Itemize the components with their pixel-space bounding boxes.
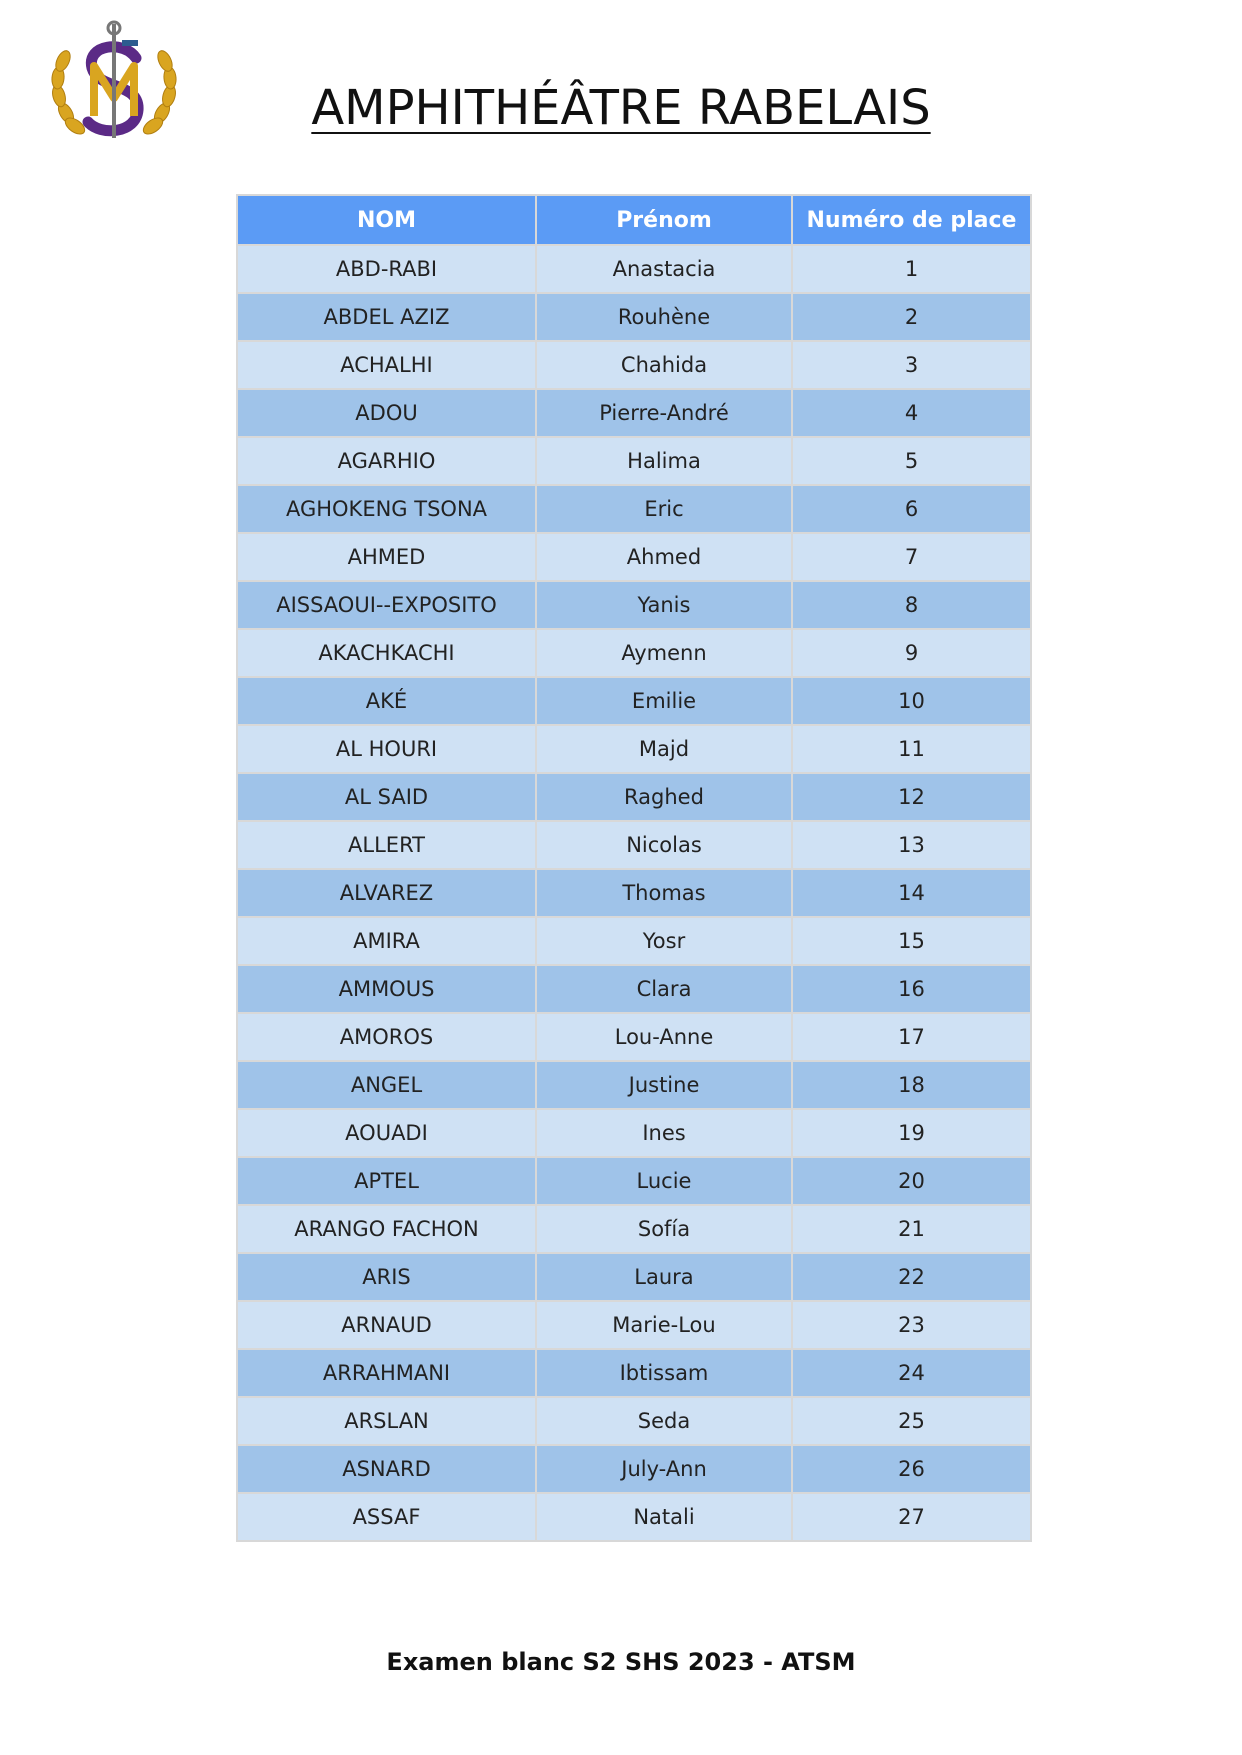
table-row <box>237 965 1031 1013</box>
cell-prenom: Ahmed <box>536 533 792 581</box>
cell-nom: AKACHKACHI <box>237 629 536 677</box>
table-row <box>237 389 1031 437</box>
table-row <box>237 1301 1031 1349</box>
cell-numero-de-place: 13 <box>792 821 1031 869</box>
cell-nom: ARRAHMANI <box>237 1349 536 1397</box>
cell-nom: APTEL <box>237 1157 536 1205</box>
cell-numero-de-place: 27 <box>792 1493 1031 1541</box>
cell-prenom: Rouhène <box>536 293 792 341</box>
table-row <box>237 1109 1031 1157</box>
cell-nom: AGHOKENG TSONA <box>237 485 536 533</box>
cell-prenom: Thomas <box>536 869 792 917</box>
cell-numero-de-place: 4 <box>792 389 1031 437</box>
cell-nom: ASSAF <box>237 1493 536 1541</box>
cell-prenom: Ines <box>536 1109 792 1157</box>
cell-numero-de-place: 25 <box>792 1397 1031 1445</box>
cell-nom: AL HOURI <box>237 725 536 773</box>
cell-prenom: Lou-Anne <box>536 1013 792 1061</box>
cell-nom: ABD-RABI <box>237 245 536 293</box>
cell-nom: AMIRA <box>237 917 536 965</box>
cell-numero-de-place: 9 <box>792 629 1031 677</box>
column-header-prenom: Prénom <box>536 195 792 245</box>
cell-prenom: Natali <box>536 1493 792 1541</box>
column-header-nom: NOM <box>237 195 536 245</box>
cell-prenom: Seda <box>536 1397 792 1445</box>
table-row <box>237 1445 1031 1493</box>
column-header-numero-de-place: Numéro de place <box>792 195 1031 245</box>
cell-nom: ASNARD <box>237 1445 536 1493</box>
cell-nom: ARIS <box>237 1253 536 1301</box>
table-row <box>237 485 1031 533</box>
cell-nom: AKÉ <box>237 677 536 725</box>
cell-nom: ALLERT <box>237 821 536 869</box>
cell-nom: AMOROS <box>237 1013 536 1061</box>
cell-numero-de-place: 18 <box>792 1061 1031 1109</box>
table-row <box>237 629 1031 677</box>
footer-text: Examen blanc S2 SHS 2023 - ATSM <box>386 1648 856 1676</box>
cell-prenom: Chahida <box>536 341 792 389</box>
table-row <box>237 869 1031 917</box>
cell-prenom: Laura <box>536 1253 792 1301</box>
table-row <box>237 533 1031 581</box>
cell-numero-de-place: 1 <box>792 245 1031 293</box>
table-row <box>237 245 1031 293</box>
cell-nom: AOUADI <box>237 1109 536 1157</box>
cell-nom: ARNAUD <box>237 1301 536 1349</box>
table-row <box>237 677 1031 725</box>
table-header-row <box>237 195 1031 245</box>
cell-numero-de-place: 12 <box>792 773 1031 821</box>
cell-numero-de-place: 8 <box>792 581 1031 629</box>
table-row <box>237 1013 1031 1061</box>
table-row <box>237 1061 1031 1109</box>
seating-table <box>236 194 1032 1542</box>
page-title: AMPHITHÉÂTRE RABELAIS <box>311 80 931 136</box>
table-row <box>237 1205 1031 1253</box>
cell-prenom: Lucie <box>536 1157 792 1205</box>
cell-prenom: Eric <box>536 485 792 533</box>
table-row <box>237 293 1031 341</box>
cell-numero-de-place: 14 <box>792 869 1031 917</box>
cell-prenom: Justine <box>536 1061 792 1109</box>
table-row <box>237 341 1031 389</box>
cell-prenom: Halima <box>536 437 792 485</box>
cell-numero-de-place: 24 <box>792 1349 1031 1397</box>
cell-prenom: Sofía <box>536 1205 792 1253</box>
cell-numero-de-place: 2 <box>792 293 1031 341</box>
table-row <box>237 725 1031 773</box>
cell-prenom: Yanis <box>536 581 792 629</box>
cell-numero-de-place: 3 <box>792 341 1031 389</box>
table-row <box>237 1253 1031 1301</box>
table-row <box>237 1157 1031 1205</box>
cell-nom: AL SAID <box>237 773 536 821</box>
cell-prenom: Pierre-André <box>536 389 792 437</box>
cell-nom: AISSAOUI--EXPOSITO <box>237 581 536 629</box>
table-row <box>237 1493 1031 1541</box>
cell-nom: ABDEL AZIZ <box>237 293 536 341</box>
cell-nom: AMMOUS <box>237 965 536 1013</box>
table-row <box>237 917 1031 965</box>
table-row <box>237 437 1031 485</box>
cell-numero-de-place: 19 <box>792 1109 1031 1157</box>
cell-numero-de-place: 17 <box>792 1013 1031 1061</box>
cell-nom: ARANGO FACHON <box>237 1205 536 1253</box>
cell-prenom: Majd <box>536 725 792 773</box>
cell-numero-de-place: 5 <box>792 437 1031 485</box>
cell-numero-de-place: 26 <box>792 1445 1031 1493</box>
table-row <box>237 773 1031 821</box>
cell-nom: AGARHIO <box>237 437 536 485</box>
cell-prenom: Raghed <box>536 773 792 821</box>
cell-nom: AHMED <box>237 533 536 581</box>
cell-prenom: Ibtissam <box>536 1349 792 1397</box>
cell-numero-de-place: 23 <box>792 1301 1031 1349</box>
table-row <box>237 581 1031 629</box>
cell-nom: ACHALHI <box>237 341 536 389</box>
cell-numero-de-place: 15 <box>792 917 1031 965</box>
cell-numero-de-place: 21 <box>792 1205 1031 1253</box>
table-row <box>237 1397 1031 1445</box>
cell-numero-de-place: 10 <box>792 677 1031 725</box>
table-body <box>237 245 1031 1541</box>
cell-prenom: Anastacia <box>536 245 792 293</box>
cell-numero-de-place: 6 <box>792 485 1031 533</box>
table-row <box>237 821 1031 869</box>
cell-nom: ARSLAN <box>237 1397 536 1445</box>
cell-numero-de-place: 22 <box>792 1253 1031 1301</box>
cell-numero-de-place: 20 <box>792 1157 1031 1205</box>
cell-prenom: Clara <box>536 965 792 1013</box>
cell-numero-de-place: 16 <box>792 965 1031 1013</box>
cell-numero-de-place: 7 <box>792 533 1031 581</box>
cell-prenom: Emilie <box>536 677 792 725</box>
cell-prenom: Marie-Lou <box>536 1301 792 1349</box>
cell-nom: ADOU <box>237 389 536 437</box>
table-row <box>237 1349 1031 1397</box>
cell-prenom: Yosr <box>536 917 792 965</box>
cell-numero-de-place: 11 <box>792 725 1031 773</box>
cell-prenom: Nicolas <box>536 821 792 869</box>
cell-prenom: Aymenn <box>536 629 792 677</box>
cell-nom: ANGEL <box>237 1061 536 1109</box>
cell-prenom: July-Ann <box>536 1445 792 1493</box>
cell-nom: ALVAREZ <box>237 869 536 917</box>
